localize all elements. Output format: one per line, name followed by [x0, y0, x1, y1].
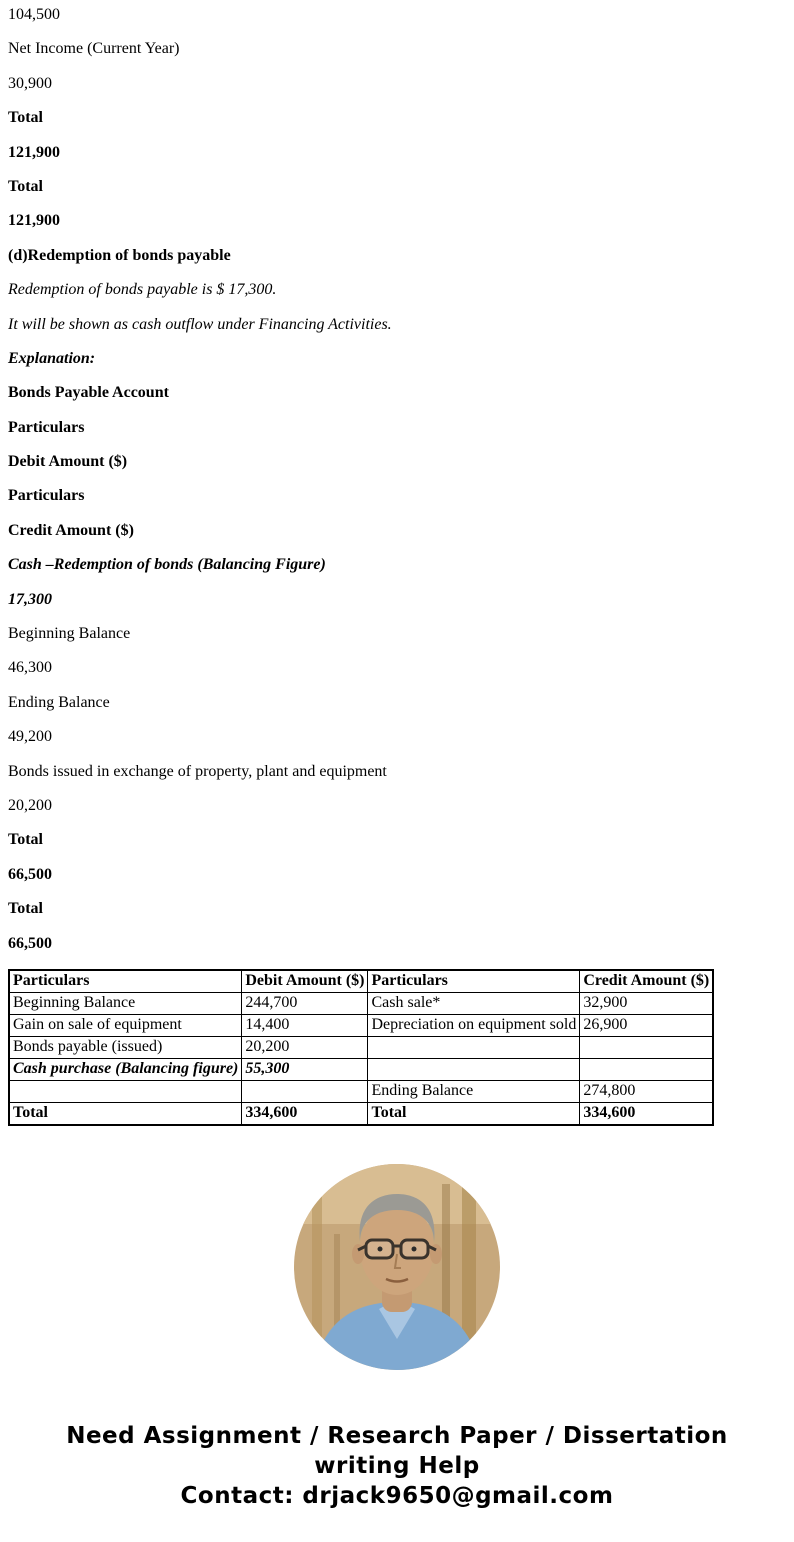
person-avatar: [294, 1164, 500, 1370]
table-cell: 55,300: [242, 1058, 368, 1080]
table-cell: [368, 1058, 580, 1080]
table-row: [9, 1014, 713, 1036]
paragraph: Bonds Payable Account: [8, 384, 169, 402]
paragraph: Total: [8, 831, 43, 849]
equipment-account-table: [8, 969, 714, 1126]
paragraph: Total: [8, 177, 43, 195]
paragraph: Credit Amount ($): [8, 521, 134, 539]
paragraph: 121,900: [8, 212, 60, 230]
table-cell: 334,600: [242, 1102, 368, 1125]
table-cell: 20,200: [242, 1036, 368, 1058]
paragraph: 66,500: [8, 865, 52, 883]
paragraph: Particulars: [8, 418, 85, 436]
paragraph: Total: [8, 900, 43, 918]
paragraph: 66,500: [8, 934, 52, 952]
paragraph: Debit Amount ($): [8, 453, 128, 471]
table-cell: [368, 1036, 580, 1058]
section-heading: (d)Redemption of bonds payable: [8, 246, 231, 264]
table-row: [9, 1058, 713, 1080]
table-cell: [9, 1080, 242, 1102]
table-header-cell: Credit Amount ($): [580, 970, 713, 993]
table-cell: Gain on sale of equipment: [9, 1014, 242, 1036]
table-cell: [580, 1036, 713, 1058]
paragraph: It will be shown as cash outflow under Financing Activities.: [8, 315, 392, 333]
table-cell: Total: [368, 1102, 580, 1125]
avatar: [294, 1164, 500, 1370]
paragraph: Total: [8, 109, 43, 127]
table-cell: 26,900: [580, 1014, 713, 1036]
table-row: [9, 1080, 713, 1102]
table-cell: 334,600: [580, 1102, 713, 1125]
table-cell: [242, 1080, 368, 1102]
footer-line1: Need Assignment / Research Paper / Dissertation writing Help: [66, 1422, 728, 1479]
paragraph: 20,200: [8, 796, 52, 814]
paragraph: 104,500: [8, 6, 60, 23]
paragraph: Explanation:: [8, 349, 96, 367]
table-cell: Bonds payable (issued): [9, 1036, 242, 1058]
paragraph: 121,900: [8, 143, 60, 161]
table-cell: 32,900: [580, 992, 713, 1014]
paragraph: 46,300: [8, 659, 52, 677]
paragraph: 17,300: [8, 590, 52, 608]
table-row: [9, 992, 713, 1014]
paragraph: Net Income (Current Year): [8, 40, 180, 58]
table-cell: Total: [9, 1102, 242, 1125]
paragraph: 30,900: [8, 74, 52, 92]
table-cell: [580, 1058, 713, 1080]
paragraph: Ending Balance: [8, 693, 110, 711]
table-total-row: [9, 1102, 713, 1125]
table-header-cell: Particulars: [368, 970, 580, 993]
table-cell: 274,800: [580, 1080, 713, 1102]
paragraph: Beginning Balance: [8, 625, 131, 643]
table-header-cell: Debit Amount ($): [242, 970, 368, 993]
footer-advertisement: [17, 1422, 777, 1512]
table-cell: Ending Balance: [368, 1080, 580, 1102]
table-header-cell: Particulars: [9, 970, 242, 993]
table-cell: Cash purchase (Balancing figure): [9, 1058, 242, 1080]
footer-contact-email: Contact: drjack9650@gmail.com: [180, 1482, 614, 1509]
paragraph: Bonds issued in exchange of property, plant and equipment: [8, 762, 387, 780]
table-cell: Beginning Balance: [9, 992, 242, 1014]
table-cell: Depreciation on equipment sold: [368, 1014, 580, 1036]
paragraph: Redemption of bonds payable is $ 17,300.: [8, 281, 277, 299]
paragraph: Cash –Redemption of bonds (Balancing Figure): [8, 556, 326, 574]
paragraph: 49,200: [8, 728, 52, 746]
table-row: [9, 1036, 713, 1058]
table-header-row: [9, 970, 713, 993]
table-cell: 244,700: [242, 992, 368, 1014]
paragraph: Particulars: [8, 487, 85, 505]
table-cell: 14,400: [242, 1014, 368, 1036]
table-cell: Cash sale*: [368, 992, 580, 1014]
